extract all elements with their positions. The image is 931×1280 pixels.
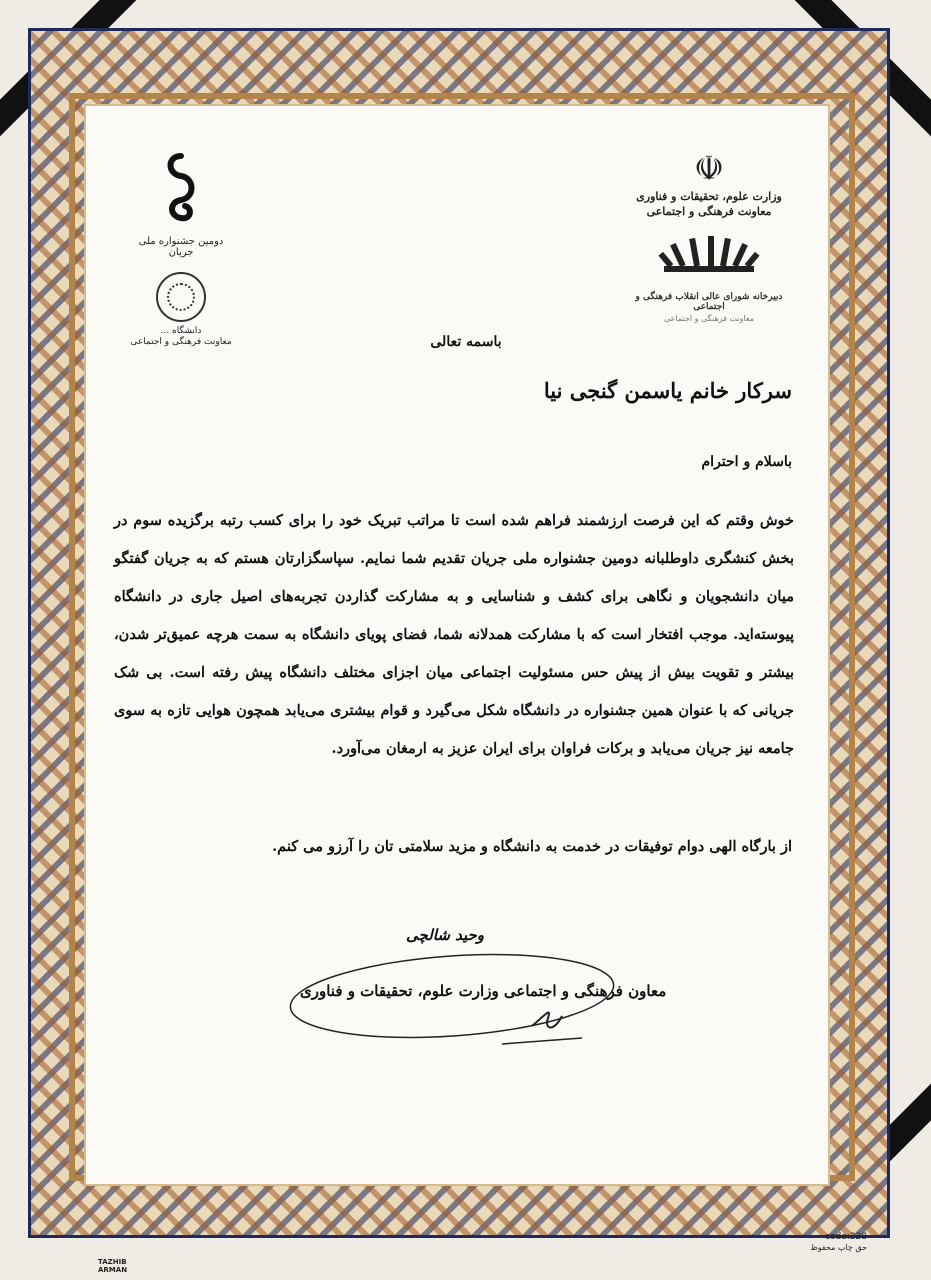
council-arc-logo-icon [654,232,764,284]
code-label: code:228 [825,1232,867,1242]
copyright-note: حق چاپ محفوظ [810,1243,867,1252]
brand-line-2: ARMAN [98,1266,128,1274]
invocation: باسمه تعالی [430,334,502,350]
signer-name: وحید شالچی [406,926,485,944]
ministry-deputy: معاونت فرهنگی و اجتماعی [646,205,772,218]
festival-knot-logo-icon [151,150,211,230]
brand-line-1: TAZHIB [98,1258,127,1266]
university-deputy: معاونت فرهنگی و اجتماعی [130,337,232,347]
certificate-paper [84,104,830,1186]
greeting: باسلام و احترام [701,454,792,470]
letter-body: خوش وقتم که این فرصت ارزشمند فراهم شده است تا مراتب تبریک خود را برای کسب رتبه برگزیده سوم در بخش کنشگری داوطلبانه دومین جشنواره ملی جریان تقدیم شما نمایم. سپاسگزارتان هستم که به جریان گفتگو میان دانشجویان و نگاهی برای کشف و شناسایی و به مشارکت گذاردن تجربه‌های اصیل جاری در دانشگاه پیوسته‌اید. موجب افتخار است که با مشارکت همدلانه شما، فضای پویای دانشگاه به سمت هرچه عمیق‌تر شدن، بیشتر و تقویت بیش از پیش حس مسئولیت اجتماعی میان اجزای مختلف دانشگاه پیش رفته است. بی شک جریانی که با عنوان همین جشنواره در دانشگاه شکل می‌گیرد و قوام بیشتری می‌یابد همچون هوایی تازه به سوی جامعه نیز جریان می‌یابد و برکات فراوان برای ایران عزیز به ارمغان می‌آورد. [114,512,794,757]
festival-logo-block [126,150,236,347]
recipient-name: سرکار خانم یاسمن گنجی نیا [543,378,792,403]
printer-brand [98,1258,127,1274]
council-subtitle: معاونت فرهنگی و اجتماعی [663,314,755,323]
festival-name: دومین جشنواره ملی جریان [138,236,224,258]
iran-emblem-icon: ☫ [693,149,725,189]
council-name: دبیرخانه شورای عالی انقلاب فرهنگی و اجتماعی [635,292,783,312]
university-seal-icon [156,272,206,322]
letter-closing: از بارگاه الهی دوام توفیقات در خدمت به دانشگاه و مزید سلامتی تان را آرزو می کنم. [272,838,792,855]
ministry-name: وزارت علوم، تحقیقات و فناوری [636,190,782,203]
signature-scribble-icon [282,946,622,1056]
university-name: دانشگاه ... [160,326,202,336]
signer-title: معاون فرهنگی و اجتماعی وزارت علوم، تحقیقات و فناوری [300,982,667,1000]
ministry-logo-block [634,149,784,323]
print-code [810,1232,867,1252]
